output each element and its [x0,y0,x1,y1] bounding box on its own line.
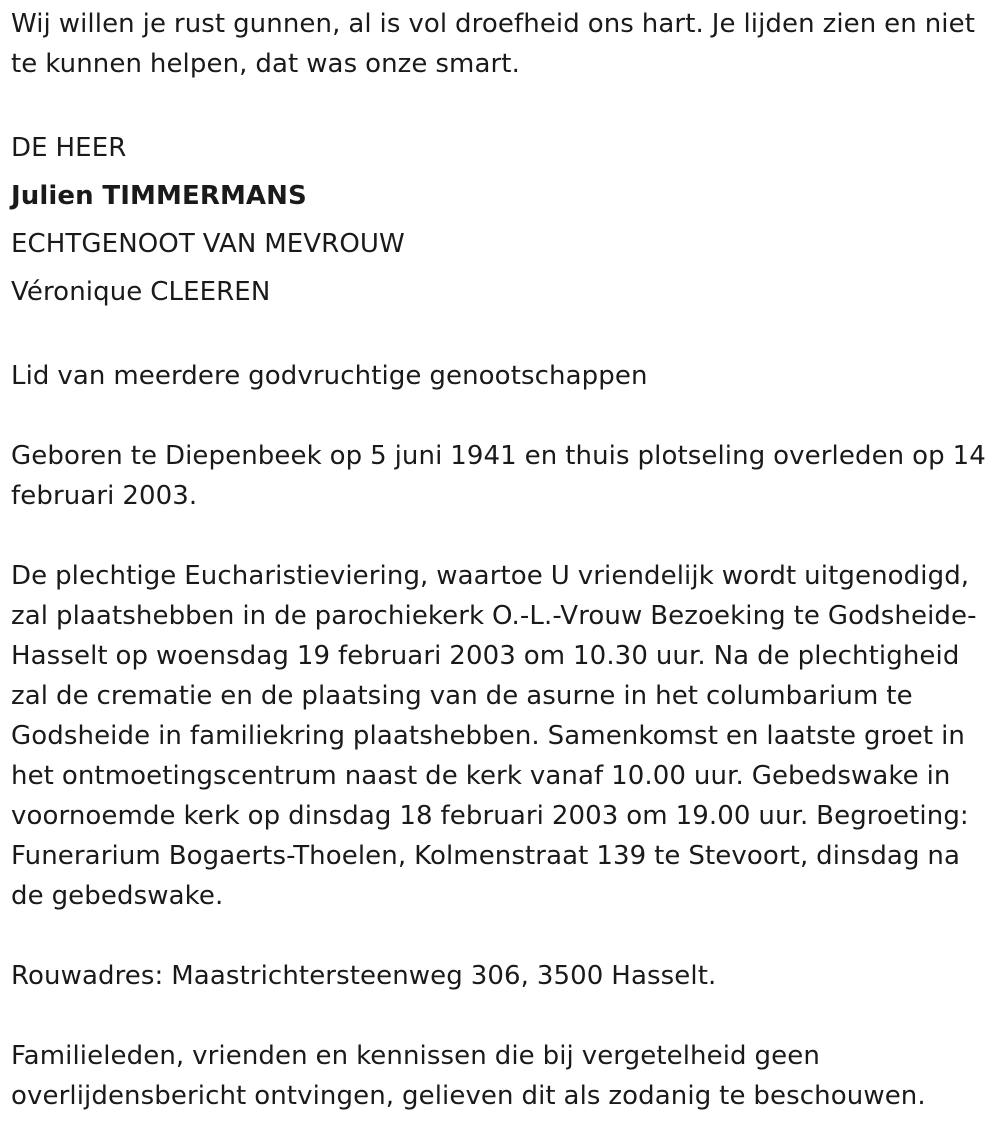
spacer [11,996,996,1036]
closing-note: Familieleden, vrienden en kennissen die bij vergetelheid geen overlijdensbericht ontvingen, gelieven dit als zodanig te beschouwen. [11,1041,926,1111]
membership-line: Lid van meerdere godvruchtige genootschappen [11,361,648,391]
spacer [11,84,996,124]
honorific: DE HEER [11,133,127,163]
birth-death-paragraph: Geboren te Diepenbeek op 5 juni 1941 en thuis plotseling overleden op 14 februari 2003. [11,441,986,511]
obituary-notice [11,4,996,1116]
spacer [11,916,996,956]
spacer [11,316,996,356]
spouse-label: ECHTGENOOT VAN MEVROUW [11,229,405,259]
spacer [11,396,996,436]
spacer [11,516,996,556]
spouse-name: Véronique CLEEREN [11,277,271,307]
service-details-paragraph: De plechtige Eucharistieviering, waartoe U vriendelijk wordt uitgenodigd, zal plaatshebben in de parochiekerk O.-L.-Vrouw Bezoeking te Godsheide-Hasselt op woensdag 19 februari 2003 om 10.30 uur. Na de plechtigheid zal de crematie en de plaatsing van de asurne in het columbarium te Godsheide in familiekring plaatshebben. Samenkomst en laatste groet in het ontmoetingscentrum naast de kerk vanaf 10.00 uur. Gebedswake in voornoemde kerk op dinsdag 18 februari 2003 om 19.00 uur. Begroeting: Funerarium Bogaerts-Thoelen, Kolmenstraat 139 te Stevoort, dinsdag na de gebedswake. [11,561,977,911]
name-block [11,124,996,316]
mourning-address: Rouwadres: Maastrichtersteenweg 306, 3500 Hasselt. [11,961,717,991]
memorial-verse: Wij willen je rust gunnen, al is vol droefheid ons hart. Je lijden zien en niet te kunnen helpen, dat was onze smart. [11,9,976,79]
deceased-name: Julien TIMMERMANS [11,181,307,211]
